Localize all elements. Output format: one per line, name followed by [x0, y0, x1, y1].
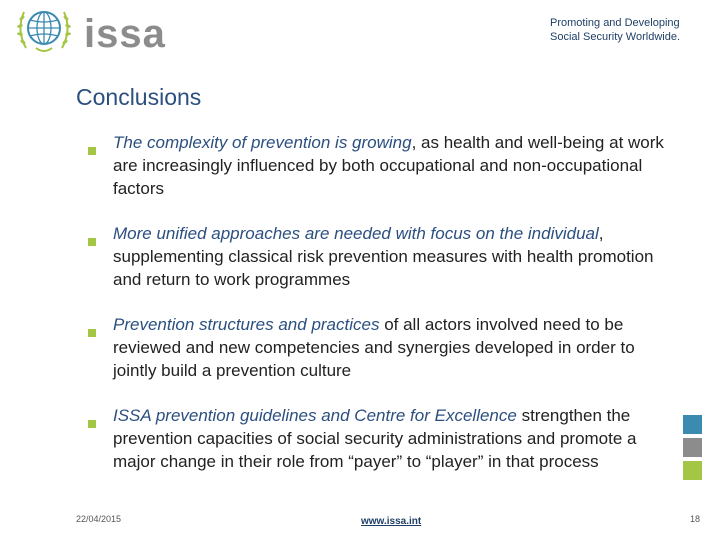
logo-wordmark: issa: [84, 12, 166, 56]
bullet-emphasis: More unified approaches are needed with focus on the individual: [113, 224, 599, 243]
page-title: Conclusions: [76, 84, 202, 110]
bullet-item: [88, 404, 673, 473]
bullet-text: of all actors involved need to be reviewed and new competencies and synergies developed in order to jointly build a prevention culture: [113, 315, 635, 380]
globe-laurel-icon: [14, 4, 74, 56]
decor-square-green: [683, 461, 702, 480]
footer-link[interactable]: www.issa.int: [361, 516, 422, 527]
square-bullet-icon: [88, 320, 96, 328]
bullet-item: [88, 131, 673, 200]
tagline: Promoting and Developing Social Security Worldwide.: [550, 17, 681, 43]
square-bullet-icon: [88, 411, 96, 419]
bullet-emphasis: The complexity of prevention is growing: [113, 133, 412, 152]
bullet-emphasis: Prevention structures and practices: [113, 315, 380, 334]
square-bullet-icon: [88, 138, 96, 146]
issa-logo[interactable]: [14, 4, 166, 56]
bullet-item: [88, 222, 673, 291]
bullet-text: , as health and well-being at work are increasingly influenced by both occupational and non-occupational factors: [113, 133, 664, 198]
bullet-emphasis: ISSA prevention guidelines and Centre for Excellence: [113, 406, 517, 425]
page-number: 18: [690, 514, 701, 524]
bullet-text: , supplementing classical risk prevention measures with health promotion and return to work programmes: [113, 224, 654, 289]
bullet-item: [88, 313, 673, 382]
footer-date: 22/04/2015: [76, 514, 122, 524]
decor-square-teal: [683, 415, 702, 434]
decor-square-gray: [683, 438, 702, 457]
square-bullet-icon: [88, 229, 96, 237]
bullet-text: strengthen the prevention capacities of social security administrations and promote a major change in their role from “payer” to “player” in that process: [113, 406, 637, 471]
